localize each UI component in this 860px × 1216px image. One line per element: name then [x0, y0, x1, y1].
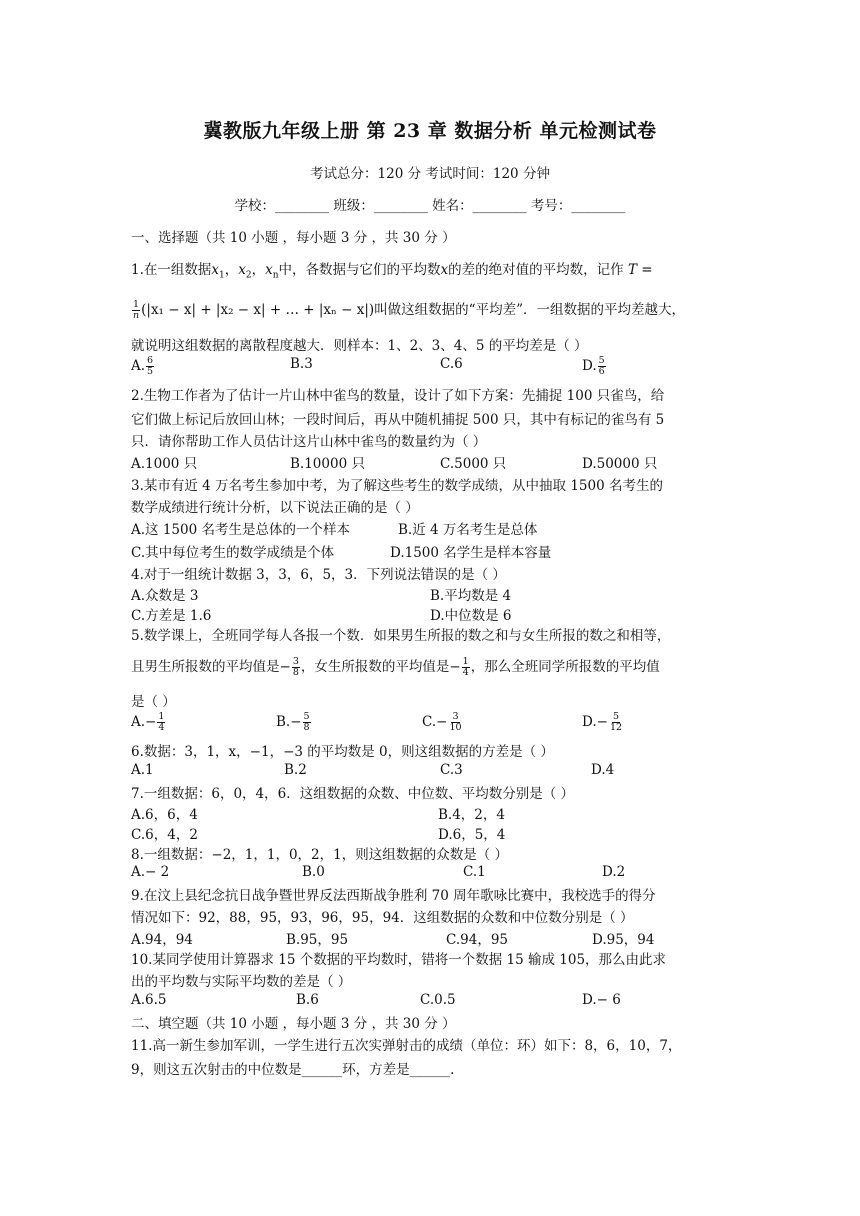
q5-line2: 且男生所报数的平均值是− $\frac{3}{8}$ ，女生所报数的平均值是− $\frac{1}{4}$ ，那么全班同学所报数的平均值: [131, 656, 660, 678]
q8-option-c: C.1: [463, 864, 486, 880]
q6-option-c: C.3: [440, 762, 463, 778]
q6-line1: 6.数据：3，1，x，−1，−3 的平均数是 0，则这组数据的方差是（ ）: [131, 744, 554, 760]
q8-option-b: B.0: [302, 864, 325, 880]
q10-option-d: D.− 6: [582, 992, 621, 1008]
q8-line1: 8.一组数据：−2，1，1，0，2，1，则这组数据的众数是（ ）: [131, 847, 509, 863]
q10-option-a: A.6.5: [131, 992, 167, 1008]
q4-line1: 4.对于一组统计数据 3，3，6，5，3．下列说法错误的是（ ）: [131, 567, 506, 583]
q6-option-b: B.2: [284, 762, 307, 778]
fraction-1-over-n: $\frac{1}{n}$: [133, 299, 140, 321]
q7-option-a: A.6，6，4: [131, 807, 198, 823]
q11-line1: 11.高一新生参加军训，一学生进行五次实弹射击的成绩（单位：环）如下：8，6，10，7，: [131, 1038, 682, 1054]
q9-option-b: B.95，95: [286, 932, 349, 948]
section1-heading: 一、选择题（共 10 小题 ，每小题 3 分 ，共 30 分 ）: [131, 230, 456, 246]
q1-option-c: C.6: [440, 356, 463, 372]
page-title: 冀教版九年级上册 第 23 章 数据分析 单元检测试卷: [203, 120, 657, 142]
q10-line2: 出的平均数与实际平均数的差是（ ）: [131, 974, 352, 990]
q2-option-a: A.1000 只: [131, 456, 198, 472]
exam-info: 考试总分：120 分 考试时间：120 分钟: [310, 166, 550, 182]
q3-option-a: A.这 1500 名考生是总体的一个样本: [131, 522, 350, 538]
q9-option-a: A.94，94: [131, 932, 193, 948]
q7-line1: 7.一组数据：6，0，4，6．这组数据的众数、中位数、平均数分别是（ ）: [131, 786, 575, 802]
q5-option-d: D.− $\frac{5}{12}$: [582, 711, 623, 733]
q4-option-b: B.平均数是 4: [430, 588, 512, 604]
q6-option-d: D.4: [591, 762, 615, 778]
q9-line1: 9.在汶上县纪念抗日战争暨世界反法西斯战争胜利 70 周年歌咏比赛中，我校选手的得分: [131, 888, 656, 904]
q7-option-c: C.6，4，2: [131, 827, 198, 843]
q7-option-d: D.6，5，4: [438, 827, 506, 843]
q8-option-a: A.− 2: [131, 864, 170, 880]
q3-line1: 3.某市有近 4 万名考生参加中考，为了解这些考生的数学成绩，从中抽取 1500 名考生的: [131, 478, 663, 494]
q2-line3: 只．请你帮助工作人员估计这片山林中雀鸟的数量约为（ ）: [131, 434, 487, 450]
q9-option-c: C.94，95: [446, 932, 508, 948]
q3-option-c: C.其中每位考生的数学成绩是个体: [131, 545, 335, 561]
q4-option-d: D.中位数是 6: [430, 608, 512, 624]
q4-option-c: C.方差是 1.6: [131, 608, 212, 624]
q5-line1: 5.数学课上，全班同学每人各报一个数．如果男生所报的数之和与女生所报的数之和相等，: [131, 628, 671, 644]
q1-formula: (|x₁ − x| + |x₂ − x| + … + |xₙ − x|): [141, 302, 375, 318]
q1-option-d: D. $\frac{5}{6}$: [582, 355, 605, 377]
q10-line1: 10.某同学使用计算器求 15 个数据的平均数时，错将一个数据 15 输成 105，那么由此求: [131, 952, 667, 968]
q9-line2: 情况如下：92，88，95，93，96，95，94．这组数据的众数和中位数分别是（ ）: [131, 910, 634, 926]
q2-line1: 2.生物工作者为了估计一片山林中雀鸟的数量，设计了如下方案：先捕捉 100 只雀鸟，给: [131, 388, 665, 404]
q2-option-d: D.50000 只: [582, 456, 658, 472]
q5-option-a: A.− $\frac{1}{4}$: [131, 711, 165, 733]
q4-option-a: A.众数是 3: [131, 588, 199, 604]
q10-option-c: C.0.5: [420, 992, 456, 1008]
q5-option-b: B.− $\frac{5}{8}$: [276, 711, 310, 733]
q7-option-b: B.4，2，4: [438, 807, 505, 823]
q1-line1: 1.在一组数据$x_1$，$x_2$，$x_n$中，各数据与它们的平均数x的差的绝对值的平均数，记作 T =: [131, 262, 653, 281]
q6-option-a: A.1: [131, 762, 154, 778]
q1-line2: $\frac{1}{n}$ (|x₁ − x| + |x₂ − x| + … + |xₙ − x|)叫做这组数据的“平均差”．一组数据的平均差越大，: [133, 299, 685, 321]
q3-option-b: B.近 4 万名考生是总体: [398, 522, 538, 538]
q3-option-d: D.1500 名学生是样本容量: [390, 545, 552, 561]
q10-option-b: B.6: [296, 992, 319, 1008]
q9-option-d: D.95，94: [592, 932, 655, 948]
q2-option-b: B.10000 只: [290, 456, 365, 472]
q1-option-b: B.3: [290, 356, 313, 372]
q5-line3: 是（ ）: [131, 694, 176, 710]
q8-option-d: D.2: [602, 864, 626, 880]
section2-heading: 二、填空题（共 10 小题 ，每小题 3 分 ，共 30 分 ）: [131, 1016, 456, 1032]
q1-option-a: A. $\frac{6}{5}$: [131, 355, 154, 377]
student-fields: 学校：________ 班级：________ 姓名：________ 考号：________: [234, 198, 626, 214]
q2-line2: 它们做上标记后放回山林；一段时间后，再从中随机捕捉 500 只，其中有标记的雀鸟有 5: [131, 412, 665, 428]
q3-line2: 数学成绩进行统计分析，以下说法正确的是（ ）: [131, 500, 419, 516]
q5-option-c: C.− $\frac{3}{10}$: [422, 711, 462, 733]
q2-option-c: C.5000 只: [440, 456, 507, 472]
q1-line3: 就说明这组数据的离散程度越大．则样本：1、2、3、4、5 的平均差是（ ）: [131, 338, 588, 354]
q11-line2: 9，则这五次射击的中位数是______环，方差是______.: [131, 1062, 455, 1078]
